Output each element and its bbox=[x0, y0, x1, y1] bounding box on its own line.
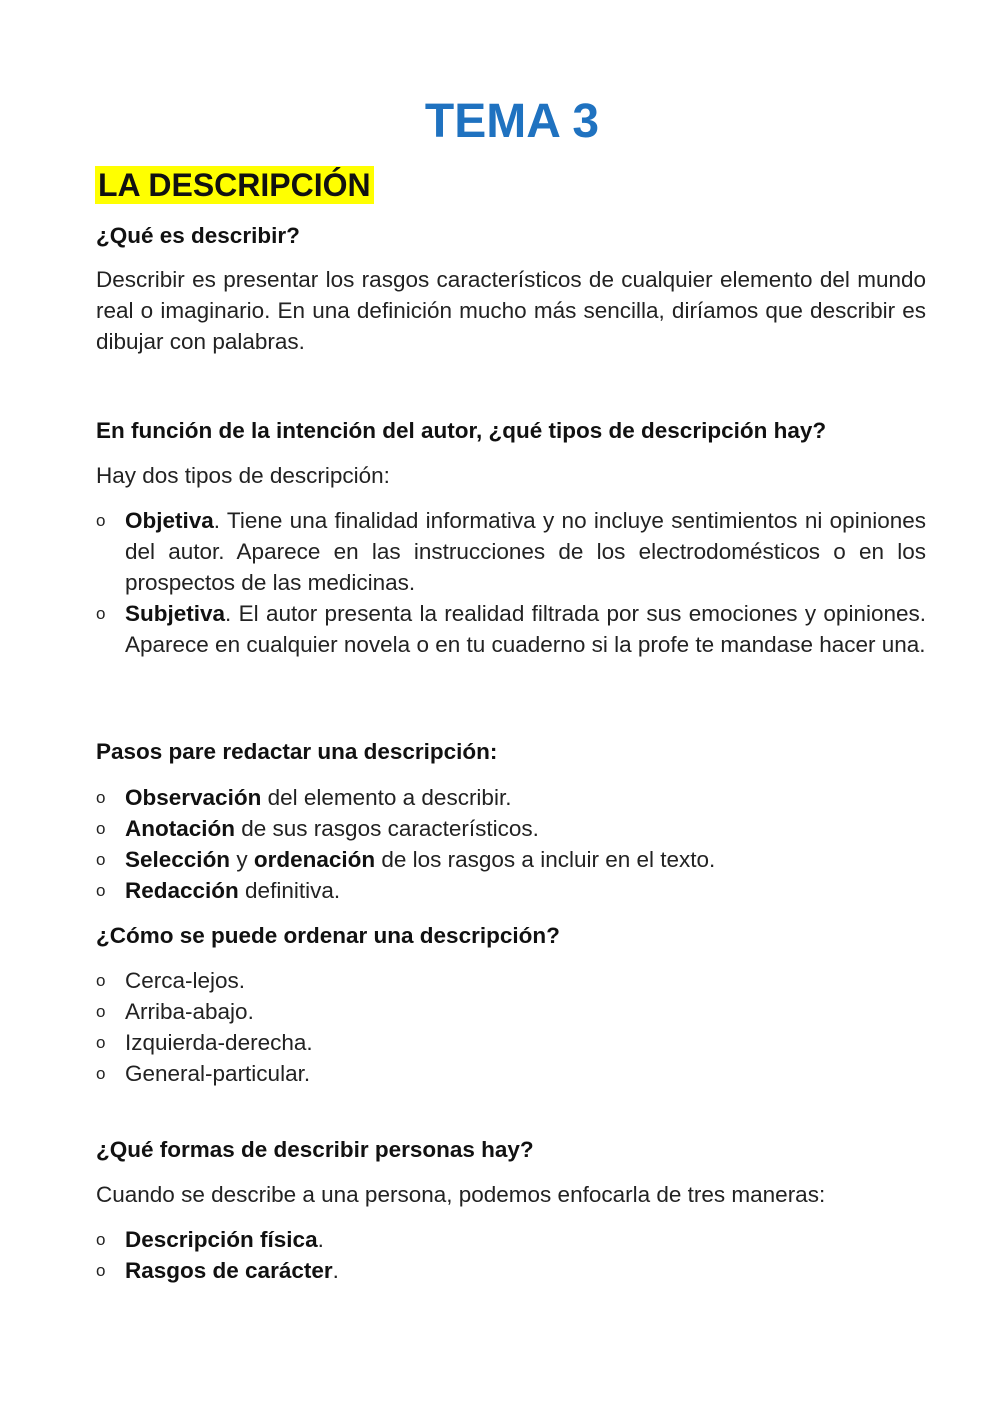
list-item-text: . El autor presenta la realidad filtrada por sus emociones y opiniones. Aparece en cualquier novela o en tu cuaderno si la profe te mandase hacer una. bbox=[125, 601, 926, 657]
list-item bbox=[96, 1224, 926, 1255]
paragraph-intro-tipos: Hay dos tipos de descripción: bbox=[96, 463, 390, 488]
term-rasgos-caracter: Rasgos de carácter bbox=[125, 1258, 333, 1283]
list-item-text: . Tiene una finalidad informativa y no incluye sentimientos ni opiniones del autor. Aparece en las instrucciones de los electrodomésticos o en los prospectos de las medicinas. bbox=[125, 508, 926, 595]
term-subjetiva: Subjetiva bbox=[125, 601, 226, 626]
list-item bbox=[96, 875, 926, 906]
bullet-icon: o bbox=[96, 511, 106, 530]
term-seleccion: Selección bbox=[125, 847, 231, 872]
list-item-text: definitiva. bbox=[238, 878, 341, 903]
term-observacion: Observación bbox=[125, 785, 262, 810]
bullet-icon: o bbox=[96, 819, 106, 838]
term-ordenacion: ordenación bbox=[253, 847, 376, 872]
list-item-text: y bbox=[230, 847, 254, 872]
list-item bbox=[96, 782, 926, 813]
bullet-icon: o bbox=[96, 850, 106, 869]
heading-pasos-redactar: Pasos pare redactar una descripción: bbox=[96, 739, 498, 764]
bullet-icon: o bbox=[96, 604, 106, 623]
list-item bbox=[96, 965, 926, 996]
list-pasos bbox=[96, 782, 926, 906]
heading-tipos-descripcion: En función de la intención del autor, ¿qué tipos de descripción hay? bbox=[96, 418, 827, 443]
heading-que-es-describir: ¿Qué es describir? bbox=[96, 223, 300, 248]
term-descripcion-fisica: Descripción física bbox=[125, 1227, 318, 1252]
term-anotacion: Anotación bbox=[125, 816, 235, 841]
bullet-icon: o bbox=[96, 971, 106, 990]
heading-formas-describir-personas: ¿Qué formas de describir personas hay? bbox=[96, 1137, 534, 1162]
paragraph-definicion: Describir es presentar los rasgos característicos de cualquier elemento del mundo real o imaginario. En una definición mucho más sencilla, diríamos que describir es dibujar con palabras. bbox=[96, 267, 926, 354]
list-item-text: del elemento a describir. bbox=[261, 785, 512, 810]
term-redaccion: Redacción bbox=[125, 878, 239, 903]
list-item bbox=[96, 1027, 926, 1058]
list-ordenar bbox=[96, 965, 926, 1089]
list-item-text: Cerca-lejos. bbox=[125, 968, 246, 993]
term-objetiva: Objetiva bbox=[125, 508, 214, 533]
list-item bbox=[96, 844, 926, 875]
page-title: TEMA 3 bbox=[424, 95, 600, 148]
list-formas-personas bbox=[96, 1224, 926, 1286]
list-item bbox=[96, 1255, 926, 1286]
list-item-text: . bbox=[332, 1258, 339, 1283]
bullet-icon: o bbox=[96, 881, 106, 900]
list-item bbox=[96, 1058, 926, 1089]
bullet-icon: o bbox=[96, 1261, 106, 1280]
list-item-text: . bbox=[317, 1227, 324, 1252]
bullet-icon: o bbox=[96, 1064, 106, 1083]
bullet-icon: o bbox=[96, 788, 106, 807]
bullet-icon: o bbox=[96, 1002, 106, 1021]
list-item-text: Izquierda-derecha. bbox=[125, 1030, 313, 1055]
list-item-text: de sus rasgos característicos. bbox=[235, 816, 539, 841]
bullet-icon: o bbox=[96, 1230, 106, 1249]
section-title-highlighted: LA DESCRIPCIÓN bbox=[95, 166, 374, 204]
list-item bbox=[96, 598, 926, 660]
bullet-icon: o bbox=[96, 1033, 106, 1052]
list-item bbox=[96, 505, 926, 598]
list-item-text: General-particular. bbox=[125, 1061, 311, 1086]
list-item bbox=[96, 813, 926, 844]
heading-como-ordenar: ¿Cómo se puede ordenar una descripción? bbox=[96, 923, 560, 948]
list-item bbox=[96, 996, 926, 1027]
paragraph-intro-personas: Cuando se describe a una persona, podemos enfocarla de tres maneras: bbox=[96, 1182, 826, 1207]
list-item-text: de los rasgos a incluir en el texto. bbox=[375, 847, 716, 872]
list-item-text: Arriba-abajo. bbox=[125, 999, 254, 1024]
list-tipos-descripcion bbox=[96, 505, 926, 660]
